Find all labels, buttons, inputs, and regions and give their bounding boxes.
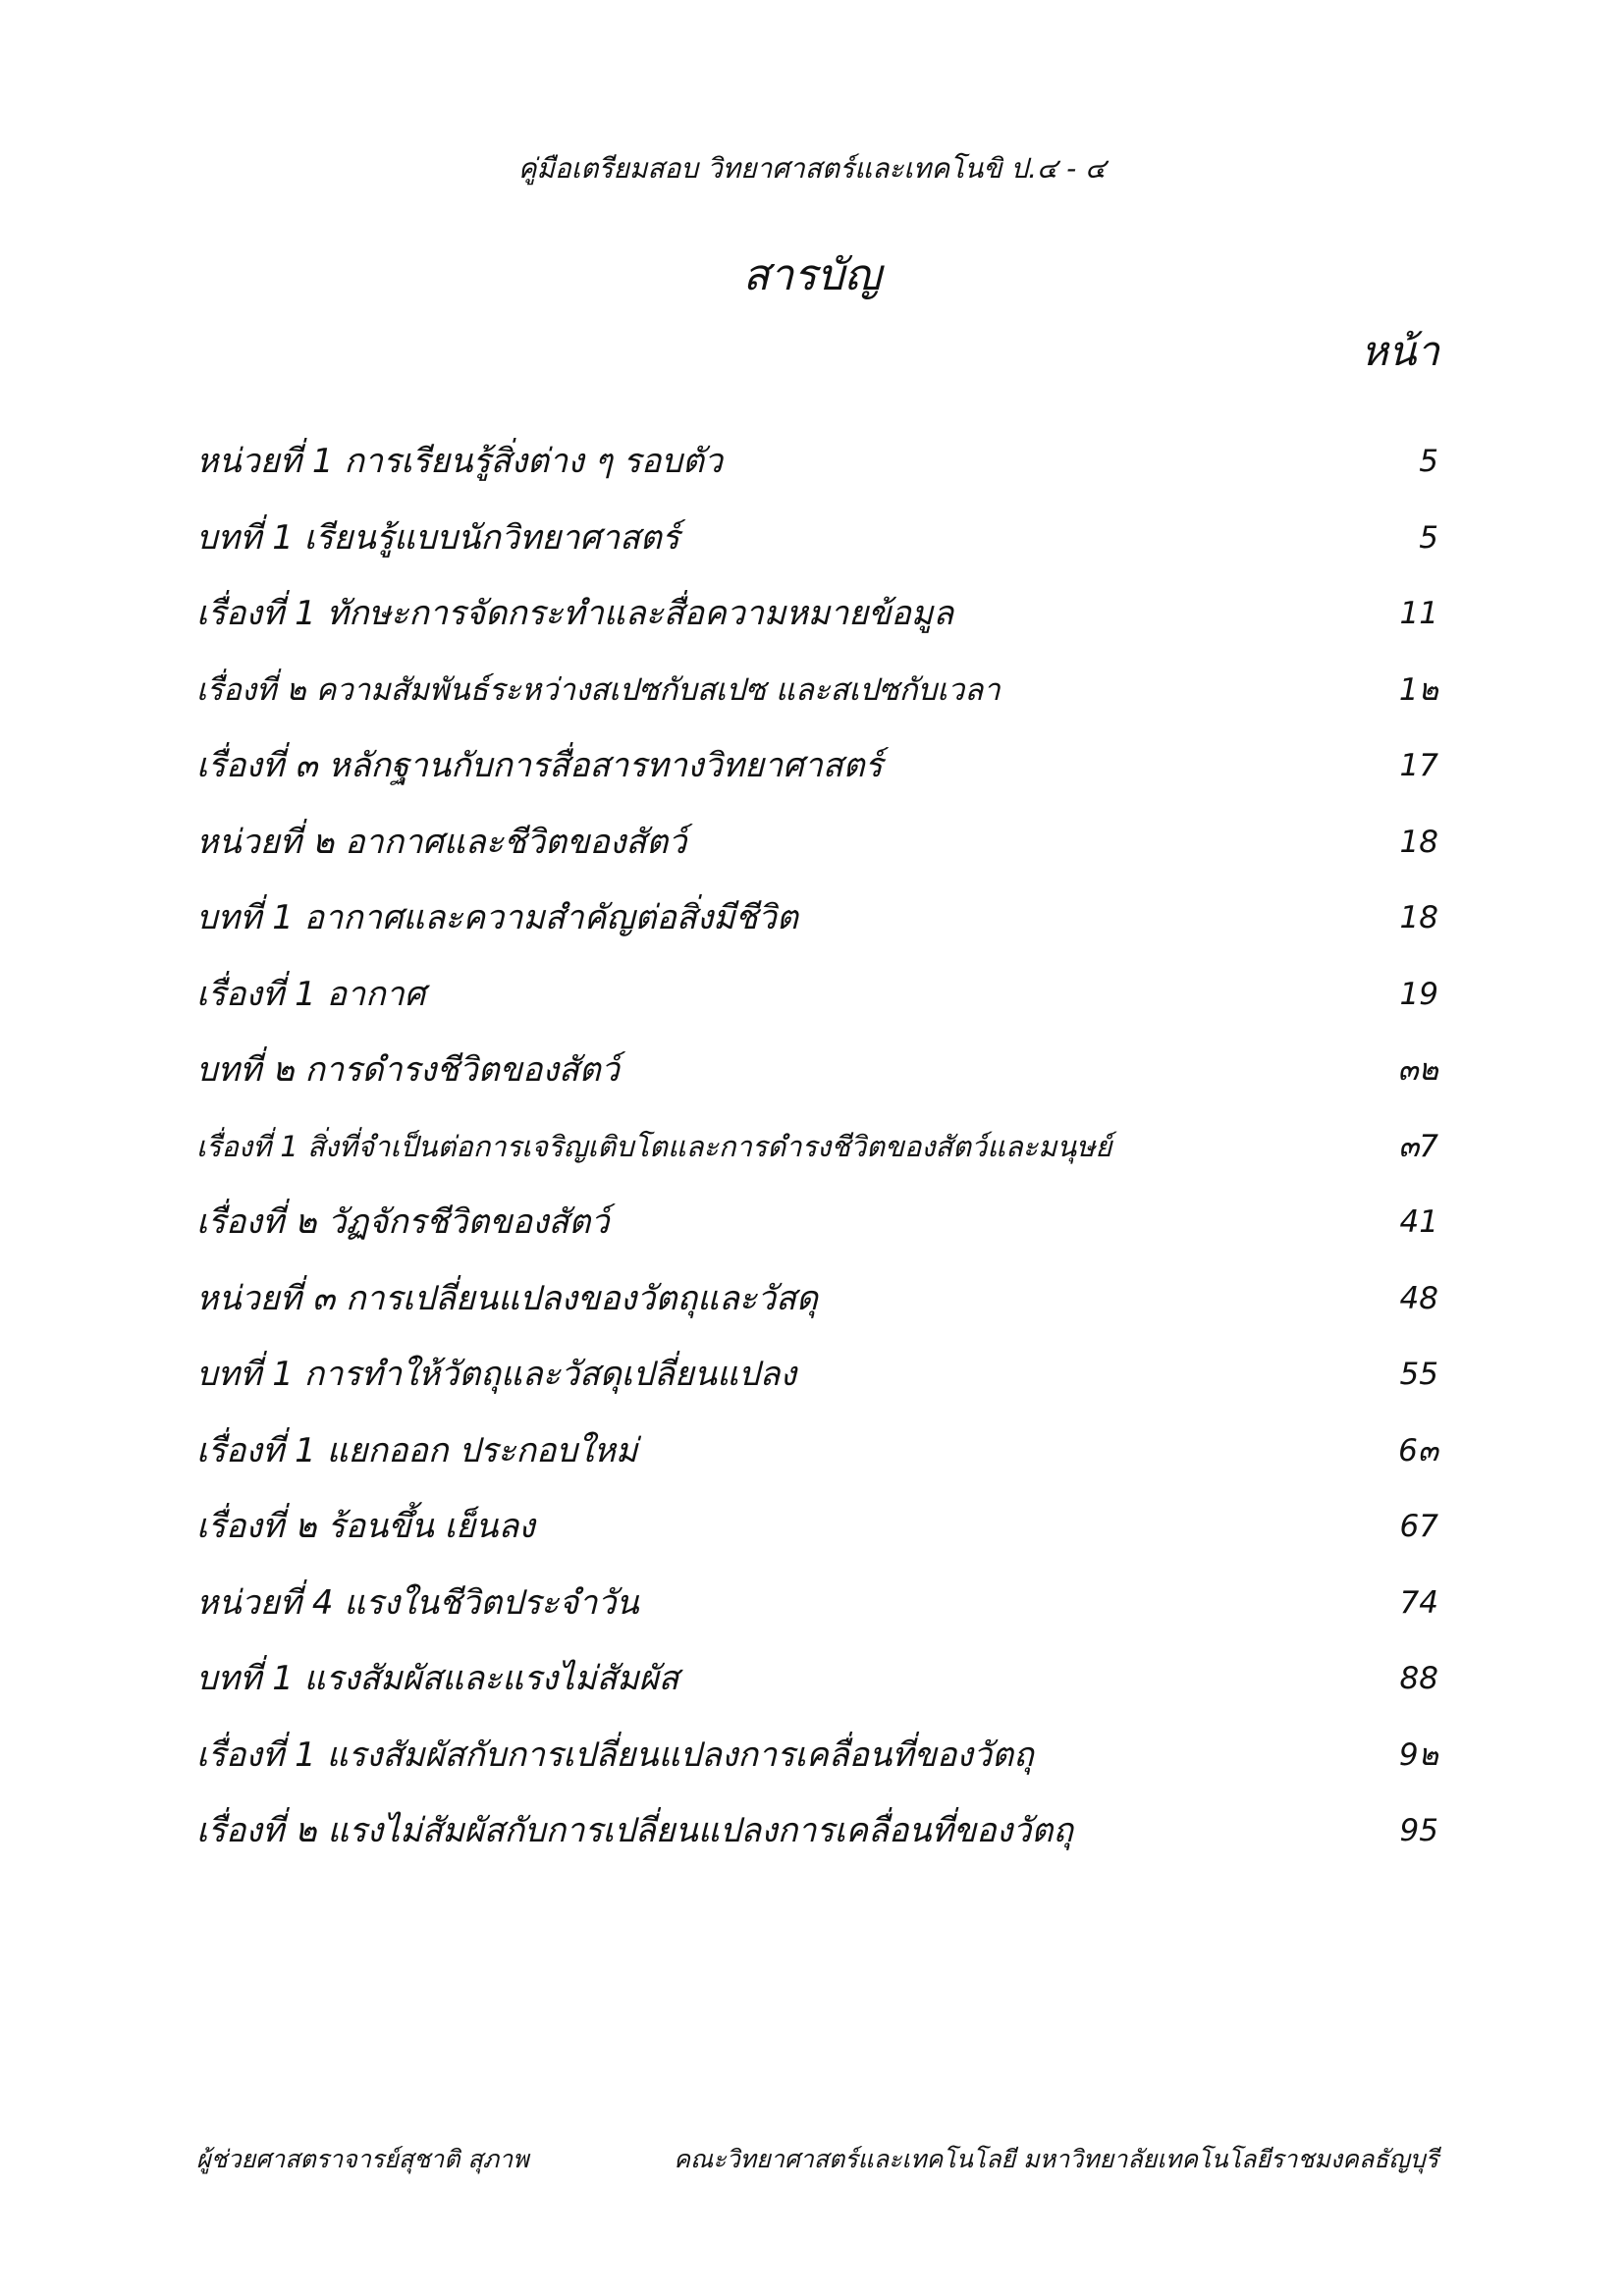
toc-entry-title: เรื่องที่ 1 ทักษะการจัดกระทำและสื่อความหมายข้อมูล [196,594,954,633]
toc-entry [196,728,1438,805]
toc-entry-title: บทที่ 1 แรงสัมผัสและแรงไม่สัมผัส [196,1659,679,1698]
toc-entry-title: บทที่ 1 เรียนรู้แบบนักวิทยาศาสตร์ [196,517,680,558]
toc-entry [196,1414,1438,1490]
toc-entry-page: ๓7 [1398,1128,1438,1164]
toc-entry-title: เรื่องที่ 1 สิ่งที่จำเป็นต่อการเจริญเติบโตและการดำรงชีวิตของสัตว์และมนุษย์ [196,1129,1112,1163]
toc-entry-page: 18 [1399,824,1438,860]
toc-entry-page: 18 [1399,900,1438,935]
toc-entry-title: เรื่องที่ ๒ วัฏจักรชีวิตของสัตว์ [196,1202,610,1242]
toc-entry-title: เรื่องที่ ๒ ความสัมพันธ์ระหว่างสเปซกับสเปซ และสเปซกับเวลา [196,671,1001,708]
toc-entry-page: 41 [1399,1204,1438,1240]
toc-entry-page: 17 [1399,748,1438,783]
toc-entry [196,881,1438,957]
toc-entry-page: 95 [1399,1813,1438,1848]
toc-entry-page: 19 [1399,976,1438,1012]
toc-entry [196,1337,1438,1414]
toc-entry-title: บทที่ 1 อากาศและความสำคัญต่อสิ่งมีชีวิต [196,898,798,937]
toc-entry-title: หน่วยที่ ๓ การเปลี่ยนแปลงของวัตถุและวัสดุ [196,1278,818,1318]
toc-entry-title: เรื่องที่ ๒ แรงไม่สัมผัสกับการเปลี่ยนแปลงการเคลื่อนที่ของวัตถุ [196,1811,1073,1850]
toc-entry [196,1489,1438,1566]
toc-entry-page: 88 [1399,1661,1438,1696]
toc-entry-title: หน่วยที่ 1 การเรียนรู้สิ่งต่าง ๆ รอบตัว [196,442,724,481]
toc-entry [196,1261,1438,1338]
page-title: สารบัญ [742,250,882,300]
toc-entry [196,653,1438,729]
toc-entry-title: เรื่องที่ 1 แรงสัมผัสกับการเปลี่ยนแปลงการเคลื่อนที่ของวัตถุ [196,1735,1034,1775]
toc-entry-page: 67 [1399,1509,1438,1544]
toc-entry-page: 5 [1419,519,1438,556]
toc-entry [196,1566,1438,1642]
toc-entry [196,576,1438,653]
running-header: คู่มือเตรียมสอบ วิทยาศาสตร์และเทคโนขิ ป.๔ - ๔ [517,152,1107,185]
toc-entry-page: 11 [1399,596,1438,631]
toc-entry-page: 48 [1399,1280,1438,1316]
toc-entry-title: เรื่องที่ 1 แยกออก ประกอบใหม่ [196,1430,638,1470]
toc-entry-title: เรื่องที่ ๒ ร้อนขึ้น เย็นลง [196,1507,535,1546]
footer-author: ผู้ช่วยศาสตราจารย์สุชาติ สุภาพ [196,2145,529,2173]
page-column-label: หน้า [1361,327,1439,375]
toc-entry-page: 1๒ [1398,671,1438,708]
toc-entry [196,957,1438,1034]
toc-entry [196,1109,1438,1186]
toc-entry [196,805,1438,881]
toc-entry-title: เรื่องที่ ๓ หลักฐานกับการสื่อสารทางวิทยาศาสตร์ [196,746,883,785]
table-of-contents [196,424,1438,1870]
toc-entry [196,501,1438,577]
toc-entry-page: 55 [1399,1357,1438,1392]
toc-entry-title: หน่วยที่ ๒ อากาศและชีวิตของสัตว์ [196,822,687,862]
toc-entry-page: 74 [1399,1584,1438,1621]
toc-entry-title: เรื่องที่ 1 อากาศ [196,974,426,1014]
toc-entry-page: ๓๒ [1397,1052,1438,1088]
toc-entry [196,424,1438,501]
toc-entry-title: บทที่ ๒ การดำรงชีวิตของสัตว์ [196,1050,620,1090]
toc-entry-page: 9๒ [1398,1736,1438,1773]
toc-entry-title: บทที่ 1 การทำให้วัตถุและวัสดุเปลี่ยนแปลง [196,1355,796,1394]
toc-entry [196,1793,1438,1870]
toc-entry [196,1033,1438,1109]
toc-entry [196,1185,1438,1261]
footer-institution: คณะวิทยาศาสตร์และเทคโนโลยี มหาวิทยาลัยเทคโนโลยีราชมงคลธัญบุรี [674,2145,1438,2173]
toc-entry [196,1718,1438,1794]
toc-entry-page: 6๓ [1398,1432,1438,1468]
toc-entry [196,1641,1438,1718]
toc-entry-title: หน่วยที่ 4 แรงในชีวิตประจำวัน [196,1582,639,1623]
toc-entry-page: 5 [1419,444,1438,479]
